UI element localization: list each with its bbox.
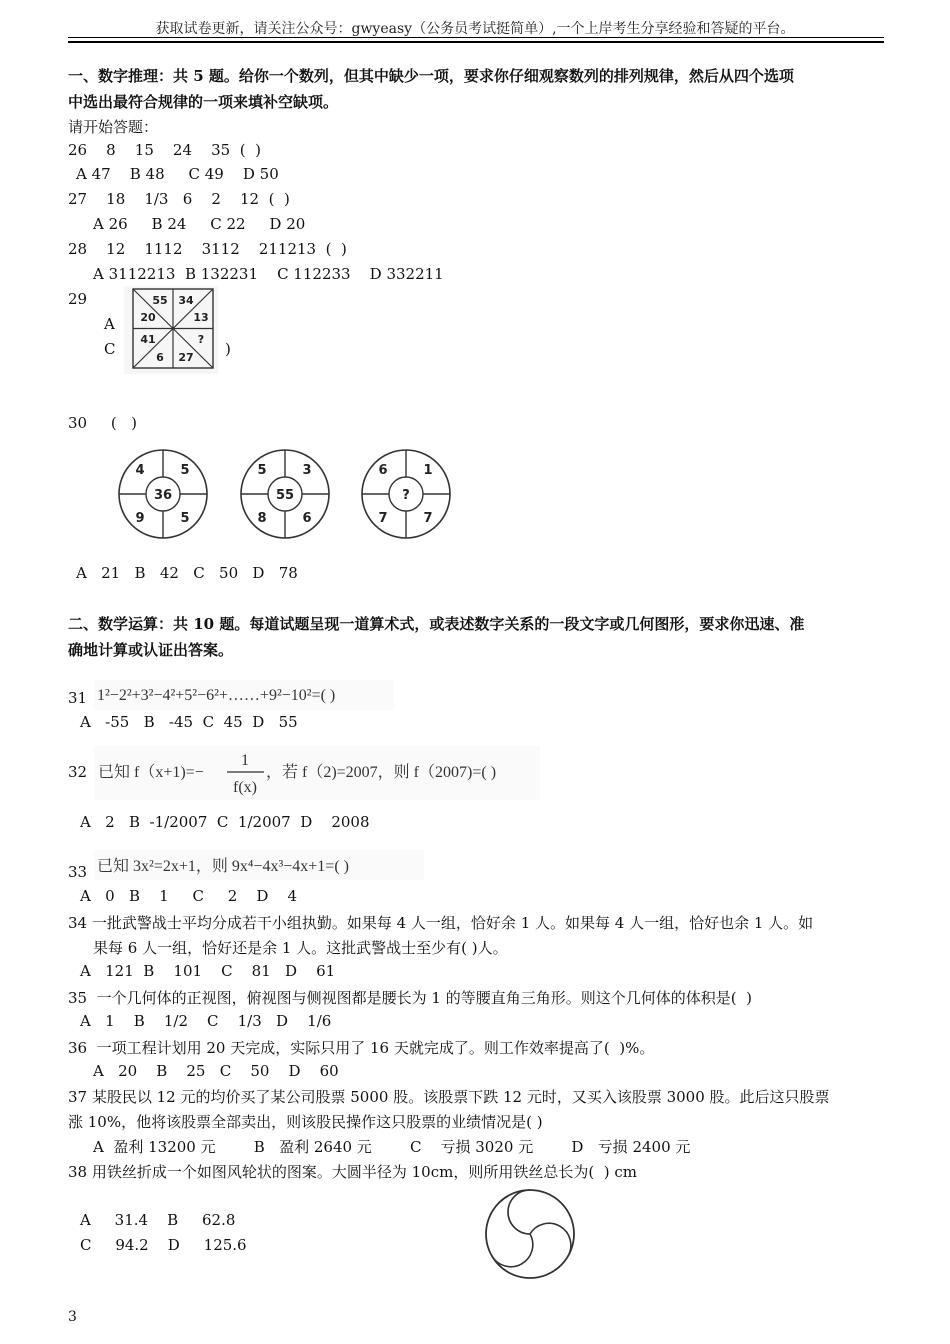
q38-options-line1: A 31.4 B 62.8 xyxy=(80,1211,236,1229)
q30-circle-2 xyxy=(241,450,329,538)
q29-number: 29 xyxy=(68,290,88,308)
q34-options: A 121 B 101 C 81 D 61 xyxy=(80,962,336,980)
page-header: 获取试卷更新，请关注公众号：gwyeasy（公务员考试挺简单）,一个上岸考生分享经验和答疑的平台。 xyxy=(155,21,795,37)
q37-line2: 涨 10%，他将该股票全部卖出，则该股民操作这只股票的业绩情况是( ) xyxy=(68,1113,543,1131)
q30-c1-center: 36 xyxy=(153,488,173,503)
q28-options: A 3112213 B 132231 C 112233 D 332211 xyxy=(93,265,444,283)
q29-cell-right-bottom: ? xyxy=(197,333,205,346)
q29-cell-top-right: 34 xyxy=(178,294,194,307)
start-prompt: 请开始答题： xyxy=(68,118,159,136)
q37-line1: 37 某股民以 12 元的均价买了某公司股票 5000 股。该股票下跌 12 元时，又买入该股票 3000 股。此后这只股票 xyxy=(68,1088,830,1106)
q30-c2-top-right: 3 xyxy=(302,463,312,478)
q32-formula-part-a: 已知 f（x+1)=− xyxy=(98,764,204,781)
q35-options: A 1 B 1/2 C 1/3 D 1/6 xyxy=(80,1012,332,1030)
q30-c2-bottom-right: 6 xyxy=(302,511,312,526)
q36-options: A 20 B 25 C 50 D 60 xyxy=(93,1062,339,1080)
q32-fraction-denominator: f(x) xyxy=(233,779,257,796)
q35-stem: 35 一个几何体的正视图，俯视图与侧视图都是腰长为 1 的等腰直角三角形。则这个几何体的体积是( ) xyxy=(68,989,752,1007)
header-rule-thick xyxy=(68,41,884,43)
q26-stem: 26 8 15 24 35 ( ) xyxy=(68,141,261,159)
q33-number: 33 xyxy=(68,863,88,881)
q29-cell-bottom-right: 27 xyxy=(178,351,194,364)
q31-options: A -55 B -45 C 45 D 55 xyxy=(80,713,298,731)
q36-stem: 36 一项工程计划用 20 天完成，实际只用了 16 天就完成了。则工作效率提高了( )%。 xyxy=(68,1039,655,1057)
q29-octagon-square-figure xyxy=(124,286,218,374)
q27-stem: 27 18 1/3 6 2 12 ( ) xyxy=(68,190,290,208)
section1-title-line1: 一、数字推理：共 5 题。给你一个数列，但其中缺少一项，要求你仔细观察数列的排列规律，然后从四个选项 xyxy=(68,67,794,85)
q32-fraction-numerator: 1 xyxy=(241,752,249,769)
q31-formula-image xyxy=(94,680,394,710)
q27-options: A 26 B 24 C 22 D 20 xyxy=(93,215,306,233)
q26-options: A 47 B 48 C 49 D 50 xyxy=(76,165,279,183)
q30-c3-bottom-left: 7 xyxy=(378,511,388,526)
q29-option-a: A xyxy=(104,315,115,333)
q38-stem: 38 用铁丝折成一个如图风轮状的图案。大圆半径为 10cm，则所用铁丝总长为( ) cm xyxy=(68,1163,637,1181)
section2-title-line1: 二、数学运算：共 10 题。每道试题呈现一道算术式，或表述数字关系的一段文字或几何图形，要求你迅速、准 xyxy=(68,615,805,633)
q31-formula: 1²−2²+3²−4²+5²−6²+……+9²−10²=( ) xyxy=(97,687,336,704)
q30-c1-bottom-right: 5 xyxy=(180,511,190,526)
q30-c1-top-right: 5 xyxy=(180,463,190,478)
q33-options: A 0 B 1 C 2 D 4 xyxy=(80,887,298,905)
q32-options: A 2 B -1/2007 C 1/2007 D 2008 xyxy=(80,813,370,831)
q30-c3-bottom-right: 7 xyxy=(423,511,433,526)
q29-paren: ) xyxy=(225,340,231,358)
q32-number: 32 xyxy=(68,763,88,781)
header-rule-thin xyxy=(68,37,884,38)
page-number: 3 xyxy=(68,1309,77,1325)
q30-circle-3 xyxy=(362,450,450,538)
q33-formula: 已知 3x²=2x+1，则 9x⁴−4x³−4x+1=( ) xyxy=(97,858,349,875)
q30-c1-bottom-left: 9 xyxy=(135,511,145,526)
q30-c1-top-left: 4 xyxy=(135,463,145,478)
q29-cell-left-bottom: 41 xyxy=(140,333,156,346)
q29-option-c: C xyxy=(104,340,116,358)
q29-cell-bottom-left: 6 xyxy=(156,351,164,364)
q38-windmill-figure xyxy=(480,1186,580,1282)
q37-options: A 盈利 13200 元 B 盈利 2640 元 C 亏损 3020 元 D 亏损 2400 元 xyxy=(93,1138,691,1156)
q32-formula-image xyxy=(94,746,540,800)
q30-c3-top-right: 1 xyxy=(423,463,433,478)
q28-stem: 28 12 1112 3112 211213 ( ) xyxy=(68,240,347,258)
q30-c2-top-left: 5 xyxy=(257,463,267,478)
q38-options-line2: C 94.2 D 125.6 xyxy=(80,1236,247,1254)
q30-c3-top-left: 6 xyxy=(378,463,388,478)
q29-cell-top-left: 55 xyxy=(152,294,168,307)
q30-options: A 21 B 42 C 50 D 78 xyxy=(76,564,298,582)
q33-formula-image xyxy=(94,850,424,880)
q29-cell-left-top: 20 xyxy=(140,311,156,324)
section2-title-line2: 确地计算或认证出答案。 xyxy=(68,641,234,659)
q31-number: 31 xyxy=(68,689,88,707)
q30-stem: 30 ( ) xyxy=(68,414,137,432)
q30-circle-1 xyxy=(119,450,207,538)
q34-line1: 34 一批武警战士平均分成若干小组执勤。如果每 4 人一组，恰好余 1 人。如果每 4 人一组，恰好也余 1 人。如 xyxy=(68,914,814,932)
q29-cell-right-top: 13 xyxy=(193,311,209,324)
q32-formula-part-b: ，若 f（2)=2007，则 f（2007)=( ) xyxy=(266,764,497,781)
section1-title-line2: 中选出最符合规律的一项来填补空缺项。 xyxy=(68,93,339,111)
q34-line2: 果每 6 人一组，恰好还是余 1 人。这批武警战士至少有( )人。 xyxy=(93,939,508,957)
q30-c2-center: 55 xyxy=(275,488,295,503)
q30-c2-bottom-left: 8 xyxy=(257,511,267,526)
q30-c3-center: ? xyxy=(402,488,410,503)
q30-circle-figures xyxy=(112,436,462,552)
